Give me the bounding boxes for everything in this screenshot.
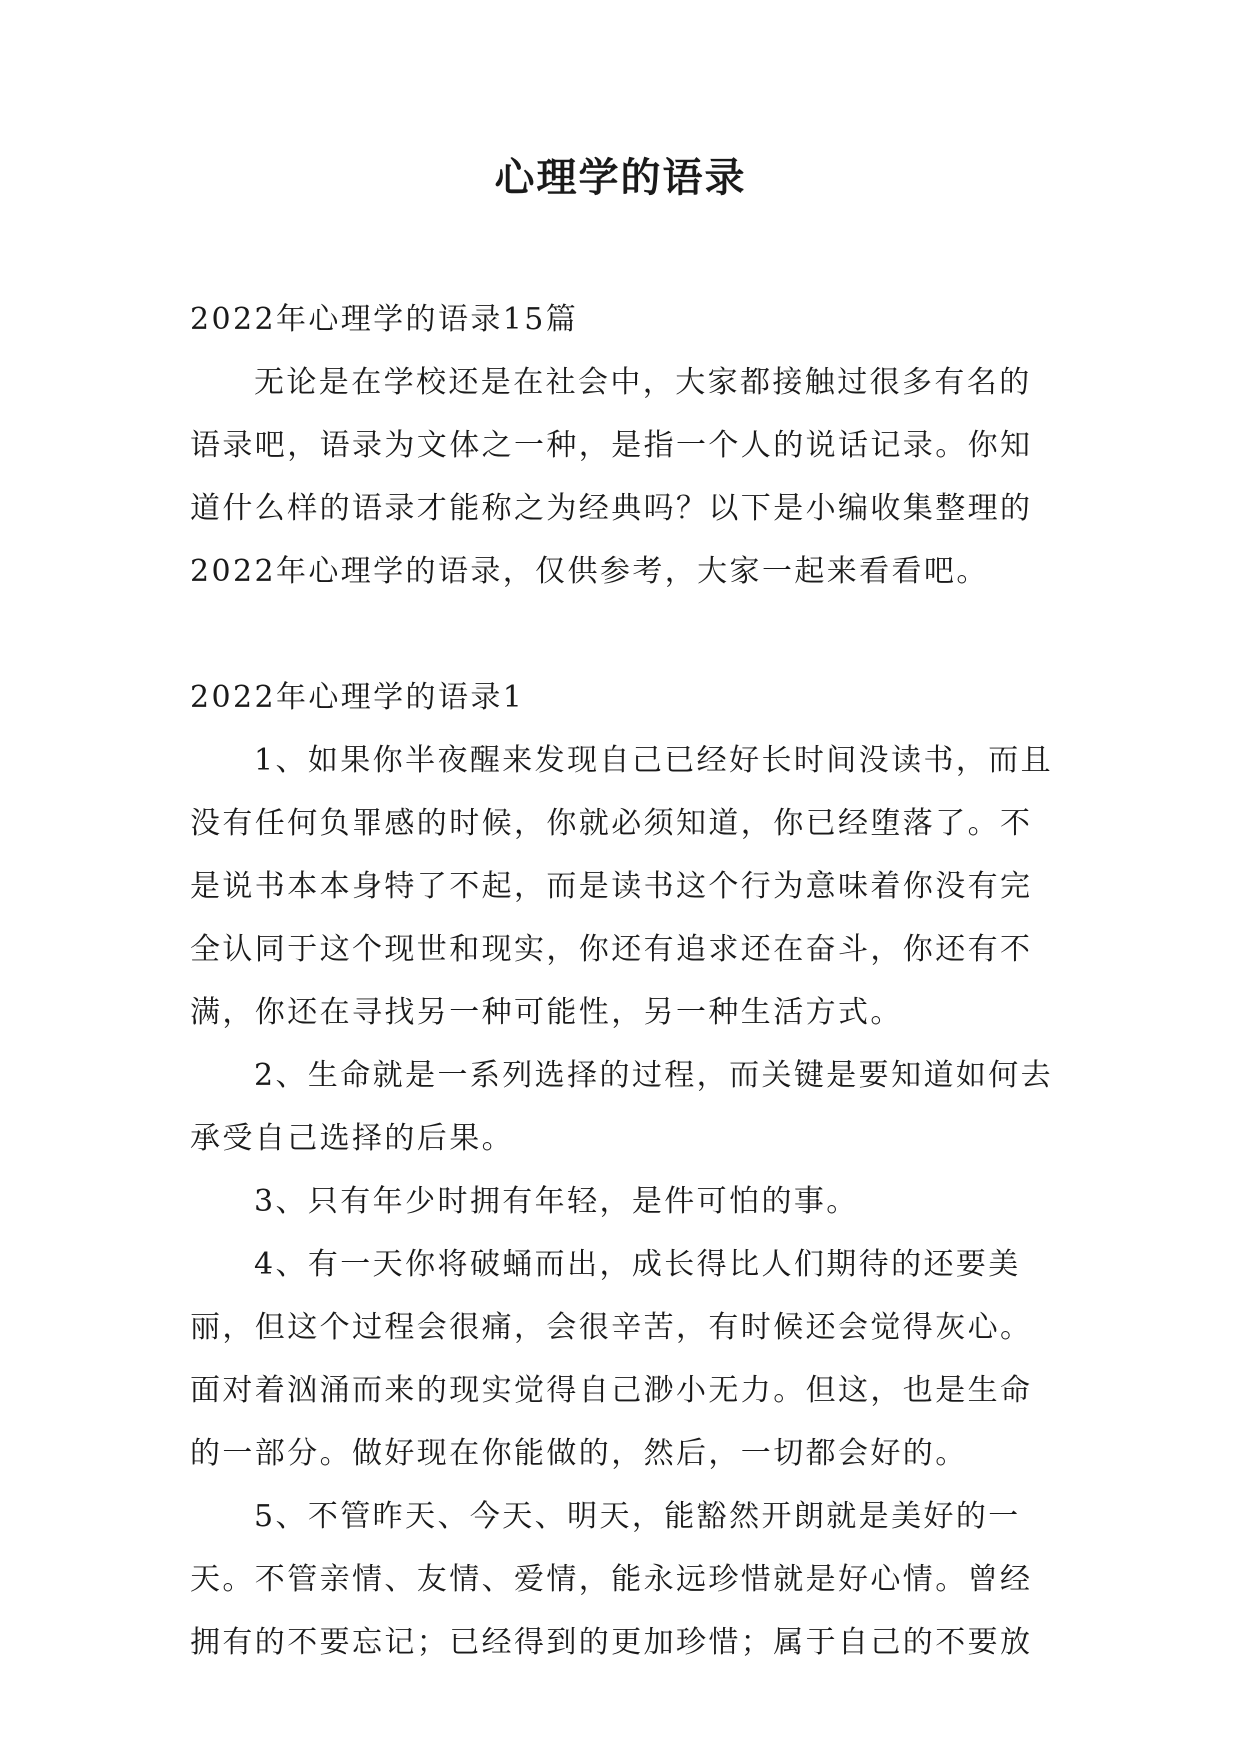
intro-paragraph: 无论是在学校还是在社会中，大家都接触过很多有名的语录吧，语录为文体之一种，是指一个人的说话记录。你知道什么样的语录才能称之为经典吗？以下是小编收集整理的2022年心理学的语录，仅供参考，大家一起来看看吧。 <box>190 365 1033 589</box>
quote-item-2: 2、生命就是一系列选择的过程，而关键是要知道如何去承受自己选择的后果。 <box>190 1058 1054 1156</box>
quote-item-3: 3、只有年少时拥有年轻，是件可怕的事。 <box>254 1184 859 1219</box>
quote-item-4: 4、有一天你将破蛹而出，成长得比人们期待的还要美丽，但这个过程会很痛，会很辛苦，有时候还会觉得灰心。面对着汹涌而来的现实觉得自己渺小无力。但这，也是生命的一部分。做好现在你能做的，然后，一切都会好的。 <box>190 1247 1033 1471</box>
document-body <box>190 288 1060 1674</box>
paragraph-gap <box>190 603 1060 666</box>
section-title: 2022年心理学的语录1 <box>190 680 525 715</box>
quote-item-1: 1、如果你半夜醒来发现自己已经好长时间没读书，而且没有任何负罪感的时候，你就必须知道，你已经堕落了。不是说书本本身特了不起，而是读书这个行为意味着你没有完全认同于这个现世和现实，你还有追求还在奋斗，你还有不满，你还在寻找另一种可能性，另一种生活方式。 <box>190 743 1054 1030</box>
document-title: 心理学的语录 <box>494 154 747 201</box>
quote-item-5: 5、不管昨天、今天、明天，能豁然开朗就是美好的一天。不管亲情、友情、爱情，能永远珍惜就是好心情。曾经拥有的不要忘记；已经得到的更加珍惜；属于自己的不要放 <box>190 1499 1033 1660</box>
document-subtitle: 2022年心理学的语录15篇 <box>190 302 579 337</box>
